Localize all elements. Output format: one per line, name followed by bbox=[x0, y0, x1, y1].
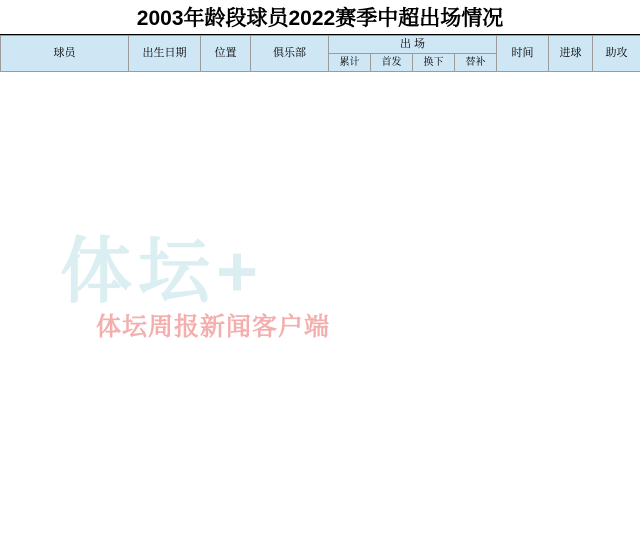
th-assists: 助攻 bbox=[593, 36, 640, 72]
th-subbed-on: 替补 bbox=[455, 54, 497, 72]
th-name: 球员 bbox=[1, 36, 129, 72]
th-subbed-off: 换下 bbox=[413, 54, 455, 72]
th-total: 累计 bbox=[329, 54, 371, 72]
th-appearances-group: 出 场 bbox=[329, 36, 497, 54]
th-minutes: 时间 bbox=[497, 36, 549, 72]
th-starts: 首发 bbox=[371, 54, 413, 72]
table-header-row-1 bbox=[1, 36, 640, 54]
watermark-logo: 体坛+ bbox=[60, 232, 265, 312]
page-title: 2003年龄段球员2022赛季中超出场情况 bbox=[136, 7, 504, 30]
th-club: 俱乐部 bbox=[251, 36, 329, 72]
th-goals: 进球 bbox=[549, 36, 593, 72]
th-position: 位置 bbox=[201, 36, 251, 72]
watermark-text: 体坛周报新闻客户端 bbox=[96, 313, 331, 341]
table-container bbox=[0, 35, 640, 341]
th-birthdate: 出生日期 bbox=[129, 36, 201, 72]
table-header bbox=[1, 36, 640, 72]
watermark bbox=[0, 155, 640, 405]
document-title-bar bbox=[0, 0, 640, 35]
player-stats-table bbox=[0, 35, 640, 72]
